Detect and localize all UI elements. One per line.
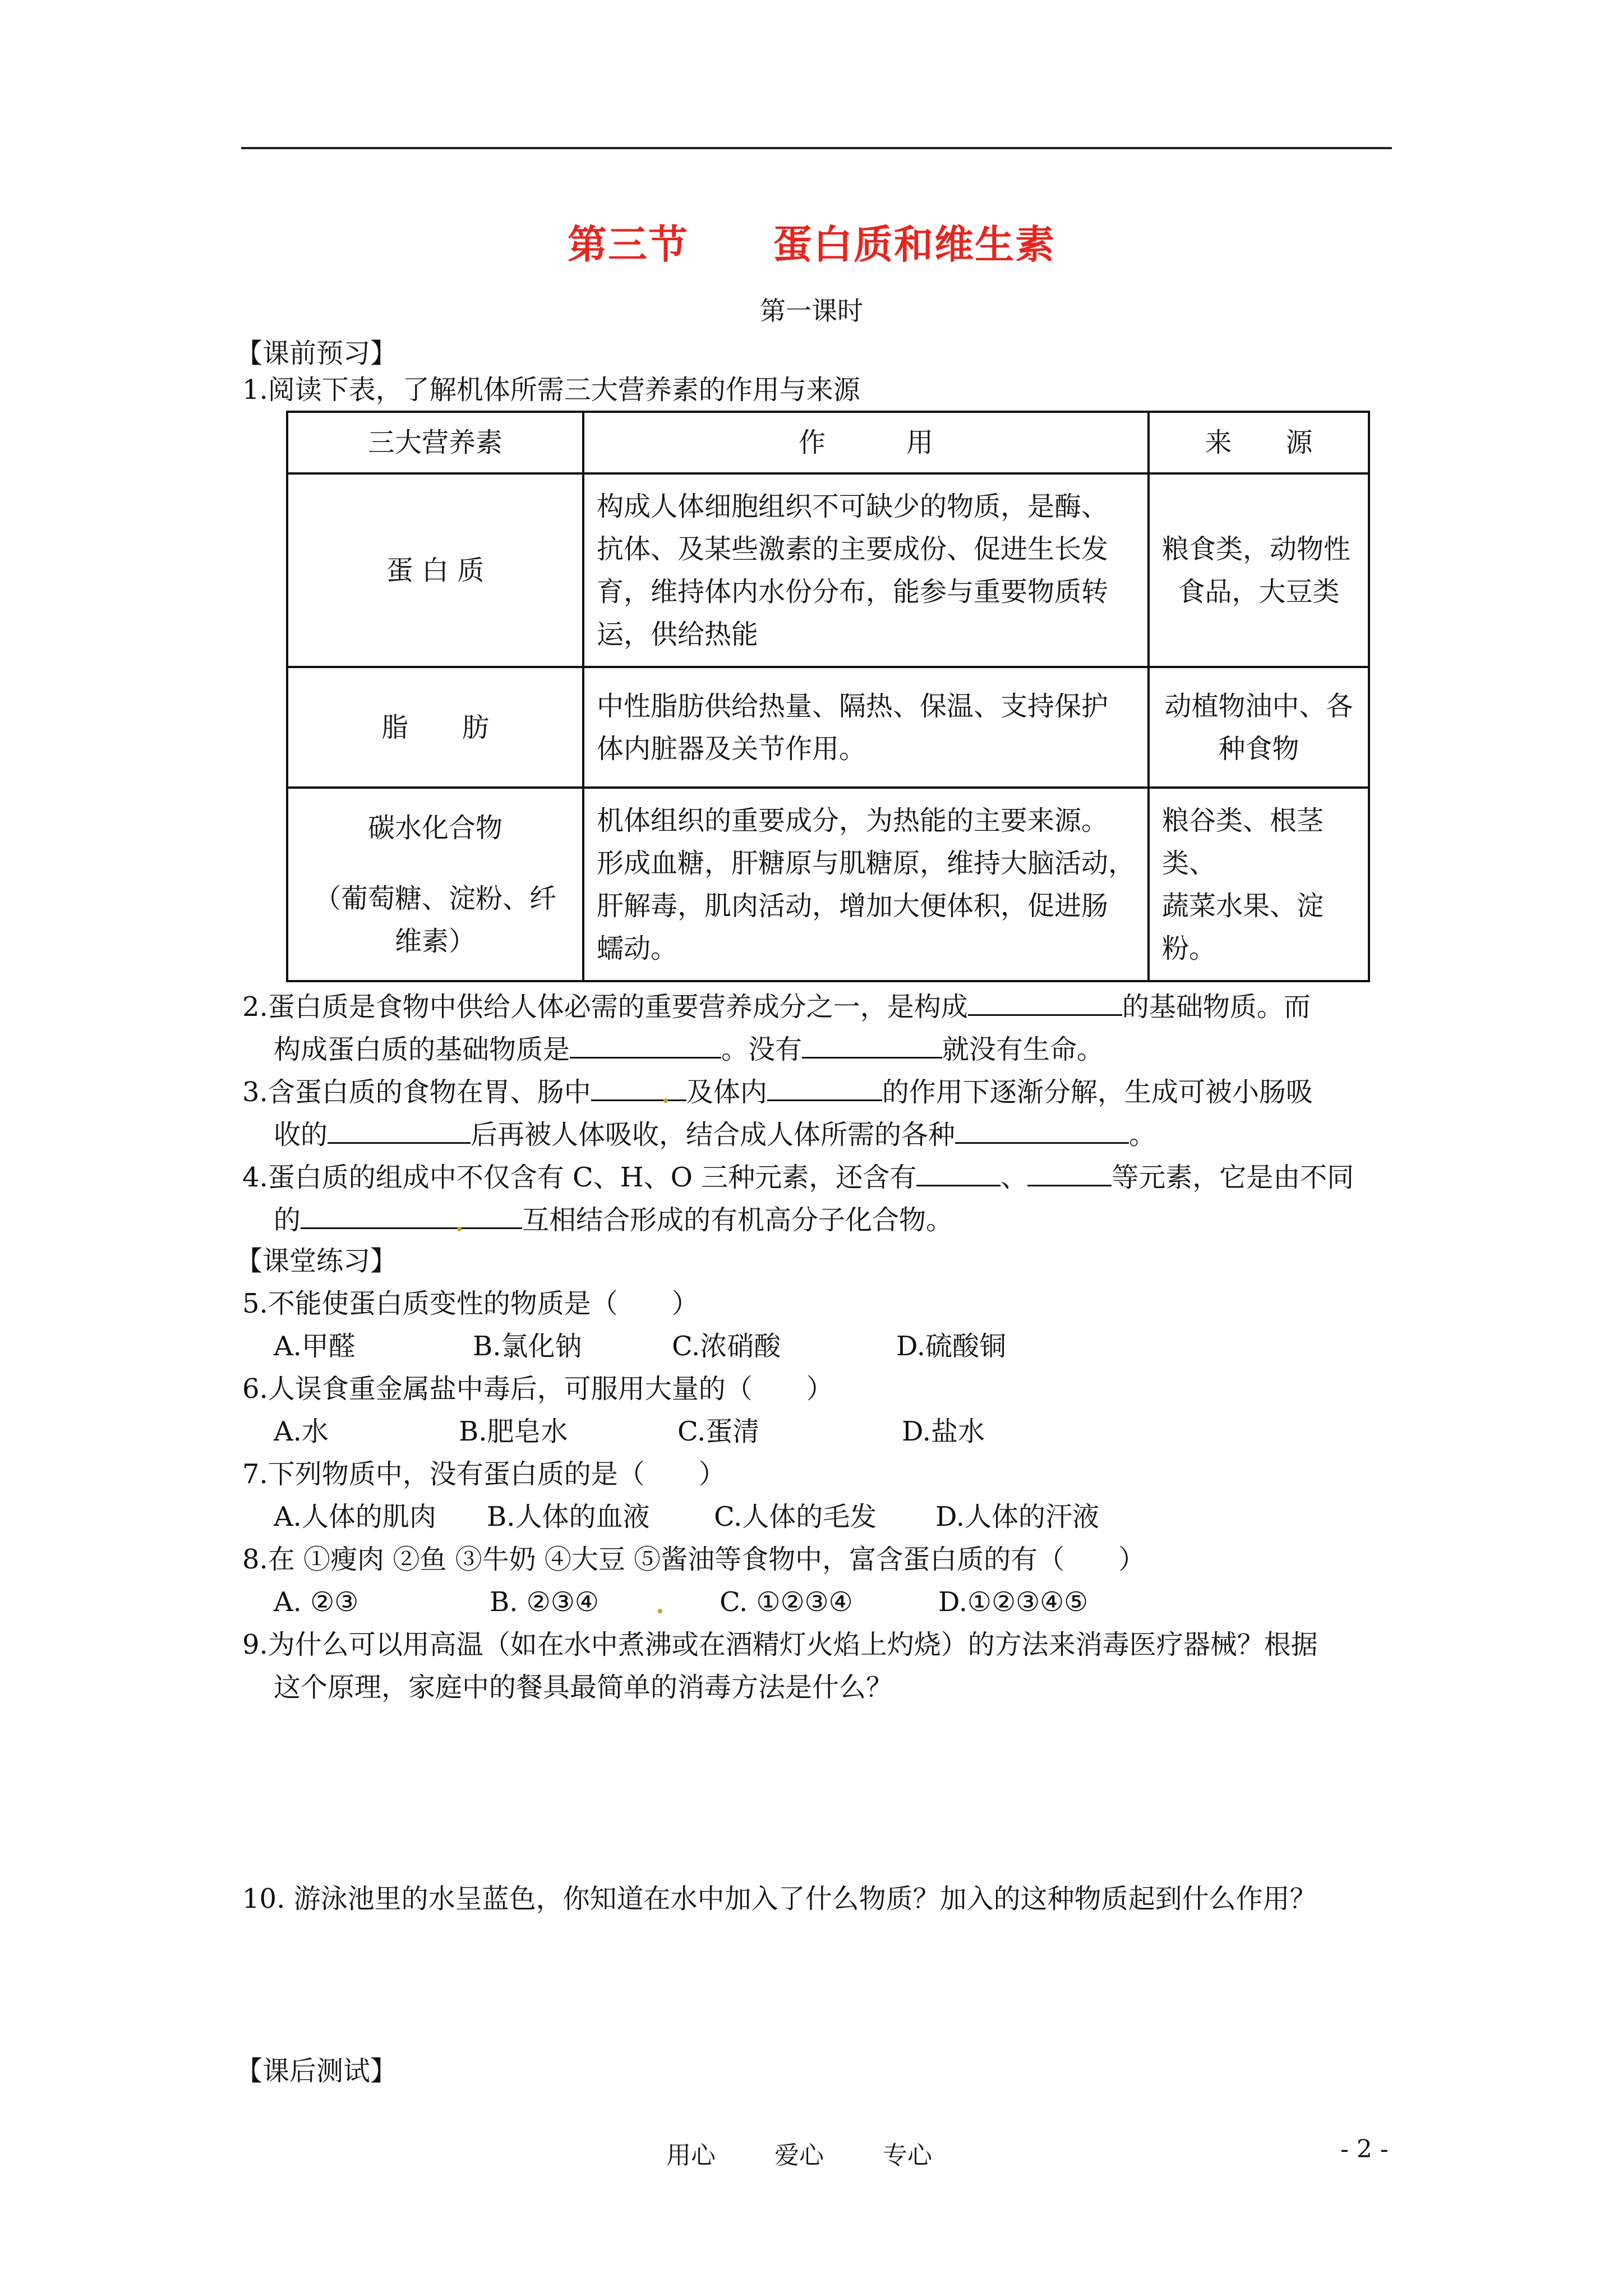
nutrient-function	[583, 788, 1149, 981]
nutrient-source	[1149, 473, 1369, 667]
source-line: 粮食类，动物性	[1162, 533, 1351, 565]
header-rule	[241, 147, 1392, 149]
nutrient-function	[583, 473, 1149, 667]
question-8-options	[274, 1585, 1088, 1619]
function-line: 形成血糖，肝糖原与肌糖原，维持大脑活动，	[597, 847, 1136, 879]
question-8: 8.在 ①瘦肉 ②鱼 ③牛奶 ④大豆 ⑤酱油等食物中，富含蛋白质的有（ ）	[242, 1544, 1146, 1575]
question-4-line-2	[274, 1202, 953, 1237]
question-6: 6.人误食重金属盐中毒后，可服用大量的（ ）	[242, 1373, 833, 1405]
source-line: 蔬菜水果、淀粉。	[1162, 890, 1324, 964]
page-title: 第三节 蛋白质和维生素	[568, 221, 1055, 268]
question-2-line-2	[274, 1031, 1104, 1066]
option[interactable]: B. ②③④	[490, 1586, 599, 1618]
option[interactable]: C. ①②③④	[720, 1586, 853, 1618]
option[interactable]: B.氯化钠	[473, 1331, 582, 1362]
footer-word: 用心	[666, 2141, 716, 2170]
question-text: 的作用下逐渐分解，生成可被小肠吸	[882, 1076, 1313, 1108]
stray-mark	[658, 1609, 662, 1613]
option[interactable]: C.蛋清	[677, 1416, 760, 1447]
question-9-line-1: 9.为什么可以用高温（如在水中煮沸或在酒精灯火焰上灼烧）的方法来消毒医疗器械？根据	[242, 1629, 1318, 1660]
question-text: 后再被人体吸收，结合成人体所需的各种	[471, 1119, 956, 1151]
answer-blank[interactable]	[767, 1074, 882, 1101]
nutrient-name-note: 维素）	[394, 925, 476, 957]
option[interactable]: B.肥皂水	[459, 1416, 568, 1447]
question-3-line-1	[242, 1074, 1313, 1109]
question-10: 10. 游泳池里的水呈蓝色，你知道在水中加入了什么物质？加入的这种物质起到什么作用？	[242, 1883, 1317, 1915]
question-3-line-2	[274, 1116, 1156, 1152]
nutrient-name-note: （葡萄糖、淀粉、纤	[313, 882, 556, 914]
question-5: 5.不能使蛋白质变性的物质是（ ）	[242, 1288, 699, 1319]
question-text: 。	[1129, 1119, 1156, 1151]
source-line: 动植物油中、各	[1164, 690, 1353, 722]
question-text: 2.蛋白质是食物中供给人体必需的重要营养成分之一，是构成	[242, 991, 968, 1023]
option[interactable]: A.水	[274, 1416, 329, 1447]
question-6-options	[274, 1415, 985, 1448]
stray-mark	[663, 1098, 668, 1103]
nutrient-table	[286, 411, 1370, 982]
answer-blank[interactable]	[955, 1116, 1129, 1144]
table-header-row	[287, 412, 1369, 473]
option[interactable]: A. ②③	[274, 1586, 359, 1618]
question-text: 。没有	[721, 1034, 803, 1065]
answer-blank[interactable]	[591, 1074, 686, 1101]
question-text: 及体内	[686, 1076, 767, 1108]
option[interactable]: D.人体的汗液	[935, 1501, 1100, 1533]
question-2-line-1	[242, 988, 1311, 1024]
option[interactable]: D.①②③④⑤	[938, 1586, 1089, 1618]
question-text: 3.含蛋白质的食物在胃、肠中	[242, 1076, 591, 1108]
footer-motto	[666, 2135, 932, 2171]
table-header-cell: 来 源	[1149, 412, 1369, 473]
question-7: 7.下列物质中，没有蛋白质的是（ ）	[242, 1458, 726, 1490]
question-text: 等元素，它是由不同	[1112, 1162, 1354, 1193]
option[interactable]: D.硫酸铜	[896, 1331, 1007, 1362]
footer-word: 专心	[883, 2141, 932, 2170]
question-5-options	[274, 1329, 1006, 1363]
table-header-cell: 三大营养素	[287, 412, 583, 473]
footer-word: 爱心	[774, 2141, 824, 2170]
source-line: 粮谷类、根茎类、	[1162, 804, 1324, 879]
function-line: 中性脂肪供给热量、隔热、保温、支持保护	[597, 690, 1109, 722]
section-preview: 【课前预习】	[236, 338, 398, 369]
nutrient-source	[1149, 667, 1369, 788]
nutrient-name: 脂 肪	[287, 667, 583, 788]
function-line: 构成人体细胞组织不可缺少的物质，是酶、	[597, 490, 1109, 522]
nutrient-name-cell	[287, 788, 583, 981]
option[interactable]: B.人体的血液	[487, 1501, 650, 1533]
nutrient-source	[1149, 788, 1369, 981]
question-text: 、	[1000, 1162, 1028, 1193]
question-1: 1.阅读下表，了解机体所需三大营养素的作用与来源	[242, 374, 860, 406]
table-row	[287, 473, 1369, 667]
question-text: 的	[274, 1204, 301, 1236]
table-row	[287, 788, 1369, 981]
nutrient-name: 碳水化合物	[367, 812, 502, 844]
function-line: 育，维持体内水份分布，能参与重要物质转	[597, 576, 1109, 608]
source-line: 种食物	[1218, 733, 1299, 765]
question-text: 收的	[274, 1119, 328, 1151]
option[interactable]: D.盐水	[902, 1416, 985, 1447]
answer-blank[interactable]	[916, 1159, 1000, 1186]
question-4-line-1	[242, 1159, 1354, 1194]
option[interactable]: A.甲醛	[274, 1331, 356, 1362]
answer-blank[interactable]	[328, 1116, 471, 1144]
page-number: - 2 -	[1340, 2135, 1389, 2164]
answer-blank[interactable]	[301, 1202, 522, 1229]
page-subtitle: 第一课时	[760, 296, 863, 326]
source-line: 食品，大豆类	[1178, 576, 1340, 608]
function-line: 蠕动。	[597, 932, 678, 964]
option[interactable]: C.浓硝酸	[672, 1331, 781, 1362]
stray-mark	[457, 1227, 462, 1231]
function-line: 肝解毒，肌肉活动，增加大便体积，促进肠	[597, 890, 1109, 922]
question-text: 互相结合形成的有机高分子化合物。	[522, 1204, 953, 1236]
question-9-line-2: 这个原理，家庭中的餐具最简单的消毒方法是什么？	[274, 1672, 893, 1703]
table-header-cell: 作 用	[583, 412, 1149, 473]
question-text: 就没有生命。	[942, 1034, 1104, 1065]
answer-blank[interactable]	[1027, 1159, 1112, 1186]
function-line: 体内脏器及关节作用。	[597, 733, 866, 765]
question-text: 构成蛋白质的基础物质是	[274, 1034, 570, 1065]
answer-blank[interactable]	[802, 1031, 942, 1059]
question-text: 4.蛋白质的组成中不仅含有 C、H、O 三种元素，还含有	[242, 1162, 917, 1193]
section-test: 【课后测试】	[236, 2055, 398, 2087]
table-row	[287, 667, 1369, 788]
function-line: 运，供给热能	[597, 618, 759, 650]
option[interactable]: A.人体的肌肉	[274, 1501, 436, 1533]
nutrient-function	[583, 667, 1149, 788]
function-line: 抗体、及某些激素的主要成份、促进生长发	[597, 533, 1109, 565]
nutrient-name: 蛋 白 质	[287, 473, 583, 667]
function-line: 机体组织的重要成分，为热能的主要来源。	[597, 804, 1109, 836]
answer-blank[interactable]	[570, 1031, 721, 1059]
question-7-options	[274, 1500, 1099, 1534]
option[interactable]: C.人体的毛发	[714, 1501, 877, 1533]
question-text: 的基础物质。而	[1122, 991, 1311, 1023]
answer-blank[interactable]	[968, 988, 1122, 1016]
section-practice: 【课堂练习】	[236, 1245, 398, 1277]
